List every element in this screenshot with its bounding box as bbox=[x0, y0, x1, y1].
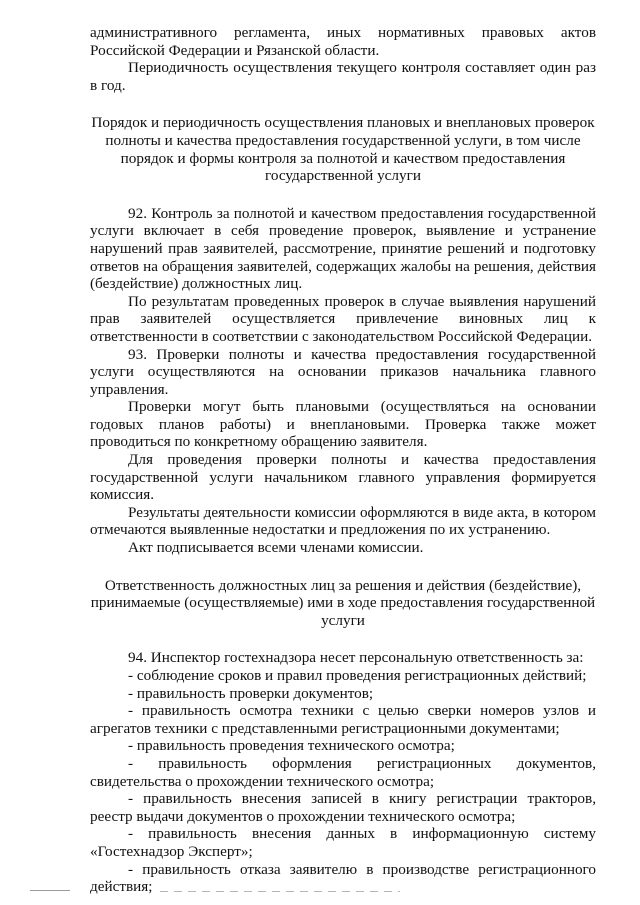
list-item-deadlines: - соблюдение сроков и правил проведения регистрационных действий; bbox=[128, 667, 587, 684]
section-heading-responsibility: Ответственность должностных лиц за решения и действия (бездействие), принимаемые (осуществляемые) ими в ходе предоставления государственной услуги bbox=[90, 576, 596, 629]
paragraph-93-types: Проверки могут быть плановыми (осуществляться на основании годовых планов работы) и внеплановыми. Проверка также может проводиться по конкретному обращению заявителя. bbox=[90, 398, 596, 451]
paragraph-93: 93. Проверки полноты и качества предоставления государственной услуги осуществляются на основании приказов начальника главного управления. bbox=[90, 345, 596, 398]
paragraph-93-act: Акт подписывается всеми членами комиссии. bbox=[128, 539, 424, 557]
paragraph-93-results: Результаты деятельности комиссии оформляются в виде акта, в котором отмечаются выявленные недостатки и предложения по их устранению. bbox=[90, 503, 596, 539]
list-item-information-system: - правильность внесения данных в информационную систему «Гостехнадзор Эксперт»; bbox=[90, 825, 596, 860]
list-item-registry-book: - правильность внесения записей в книгу регистрации тракторов, реестр выдачи документов о прохождении технического осмотра; bbox=[90, 790, 596, 825]
section-heading-inspections: Порядок и периодичность осуществления плановых и внеплановых проверок полноты и качества предоставления государственной услуги, в том числе порядок и формы контроля за полнотой и качеством предоставления государственной услуги bbox=[91, 114, 595, 185]
scan-artifact-dashes bbox=[160, 891, 400, 892]
document-page bbox=[90, 24, 596, 896]
paragraph-94: 94. Инспектор гостехнадзора несет персональную ответственность за: bbox=[128, 649, 584, 667]
list-item-registration-docs: - правильность оформления регистрационных документов, свидетельства о прохождении технического осмотра; bbox=[90, 754, 596, 790]
list-item-refusal: - правильность отказа заявителю в производстве регистрационного действия; bbox=[90, 860, 596, 896]
paragraph-93-commission: Для проведения проверки полноты и качества предоставления государственной услуги начальником главного управления формируется комиссия. bbox=[90, 451, 596, 504]
list-item-technical-inspection: - правильность проведения технического осмотра; bbox=[128, 737, 455, 755]
paragraph-control-frequency: Периодичность осуществления текущего контроля составляет один раз в год. bbox=[90, 59, 596, 94]
list-item-document-check: - правильность проверки документов; bbox=[128, 684, 374, 702]
scan-artifact-line bbox=[30, 890, 70, 891]
list-item-inspection-machinery: - правильность осмотра техники с целью сверки номеров узлов и агрегатов техники с представленными регистрационными документами; bbox=[90, 702, 596, 737]
paragraph-regulation-end: административного регламента, иных нормативных правовых актов Российской Федерации и Рязанской области. bbox=[90, 24, 596, 59]
paragraph-92: 92. Контроль за полнотой и качеством предоставления государственной услуги включает в себя проведение проверок, выявление и устранение нарушений прав заявителей, рассмотрение, принятие решений и подготовку ответов на обращения заявителей, содержащих жалобы на решения, действия (бездействие) должностных лиц. bbox=[90, 204, 596, 293]
paragraph-92-results: По результатам проведенных проверок в случае выявления нарушений прав заявителей осуществляется привлечение виновных лиц к ответственности в соответствии с законодательством Российской Федерации. bbox=[90, 292, 596, 345]
